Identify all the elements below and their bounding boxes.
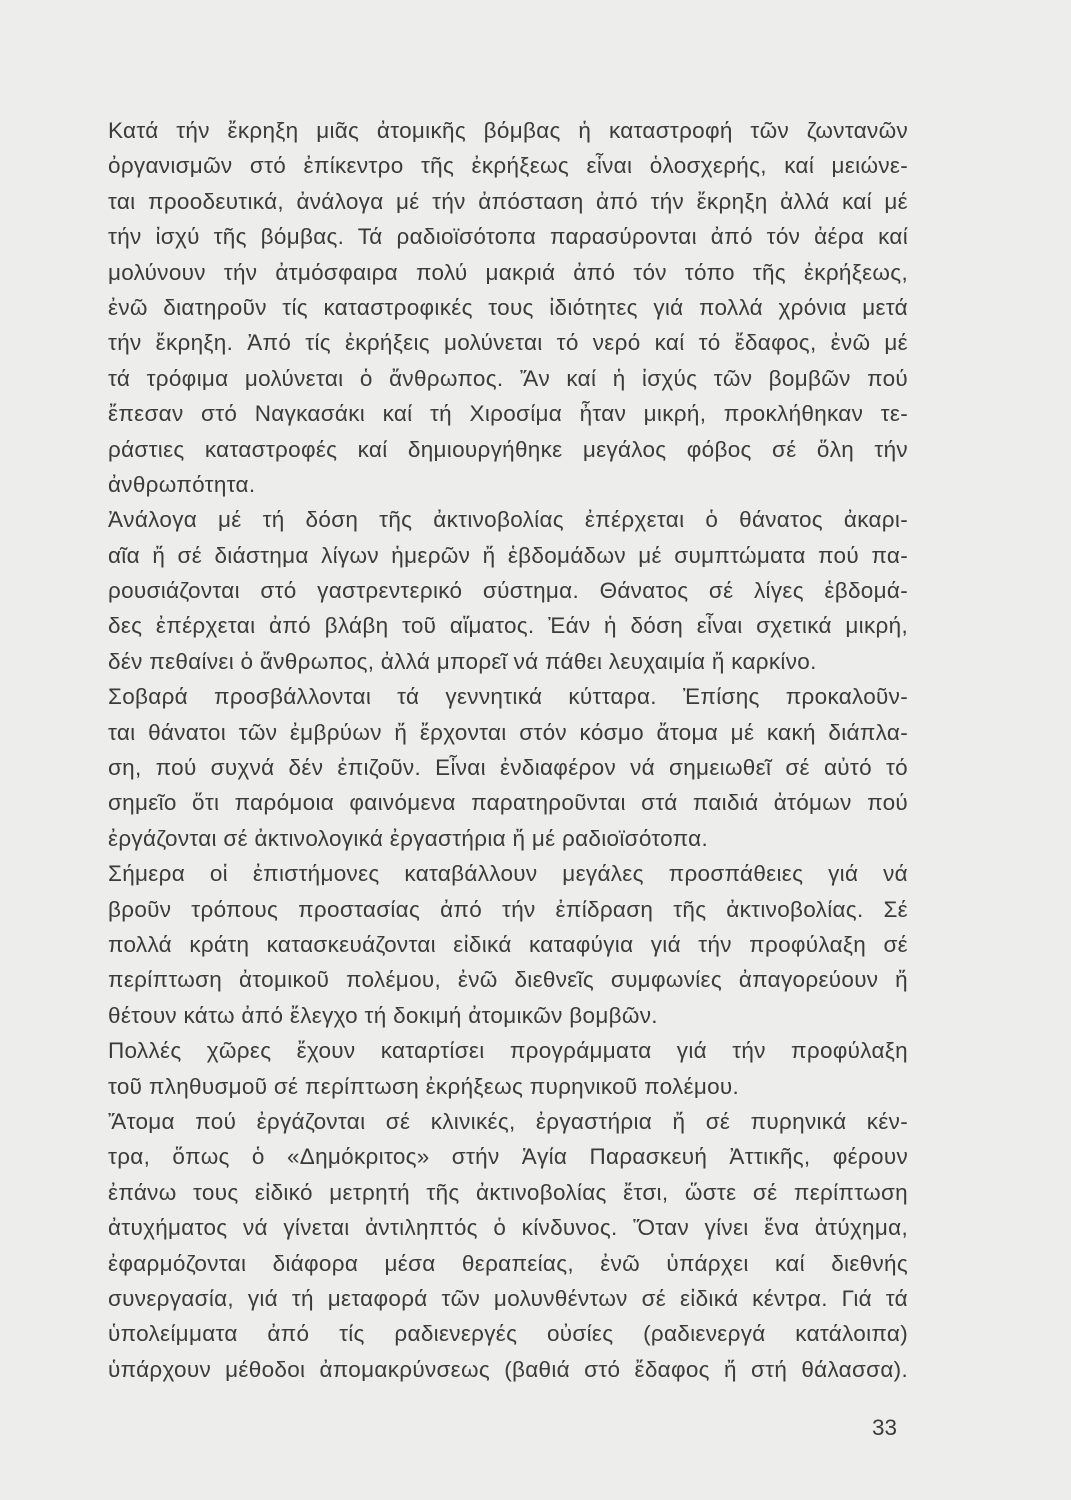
text-line: ἀτυχήματος νά γίνεται ἀντιληπτός ὁ κίνδυνος. Ὅταν γίνει ἕνα ἀτύχημα, bbox=[108, 1215, 908, 1241]
text-line: μολύνουν τήν ἀτμόσφαιρα πολύ μακριά ἀπό τόν τόπο τῆς ἐκρήξεως, bbox=[108, 259, 908, 285]
text-line: ὑπολείμματα ἀπό τίς ραδιενεργές οὐσίες (ραδιενεργά κατάλοιπα) bbox=[108, 1321, 908, 1347]
text-line: σημεῖο ὅτι παρόμοια φαινόμενα παρατηροῦνται στά παιδιά ἀτόμων πού bbox=[108, 790, 908, 816]
text-line: τά τρόφιμα μολύνεται ὁ ἄνθρωπος. Ἄν καί ἡ ἰσχύς τῶν βομβῶν πού bbox=[108, 365, 908, 391]
text-line: ρουσιάζονται στό γαστρεντερικό σύστημα. Θάνατος σέ λίγες ἑβδομά- bbox=[108, 578, 908, 604]
text-line: τήν ἔκρηξη. Ἀπό τίς ἐκρήξεις μολύνεται τό νερό καί τό ἔδαφος, ἐνῶ μέ bbox=[108, 330, 908, 356]
text-line: περίπτωση ἀτομικοῦ πολέμου, ἐνῶ διεθνεῖς συμφωνίες ἀπαγορεύουν ἤ bbox=[108, 967, 908, 993]
text-line: Πολλές χῶρες ἔχουν καταρτίσει προγράμματα γιά τήν προφύλαξη bbox=[108, 1038, 908, 1064]
text-line: ὀργανισμῶν στό ἐπίκεντρο τῆς ἐκρήξεως εἶναι ὁλοσχερής, καί μειώνε- bbox=[108, 153, 908, 179]
text-line: πολλά κράτη κατασκευάζονται εἰδικά καταφύγια γιά τήν προφύλαξη σέ bbox=[108, 931, 908, 957]
text-line: ση, πού συχνά δέν ἐπιζοῦν. Εἶναι ἐνδιαφέρον νά σημειωθεῖ σέ αὐτό τό bbox=[108, 755, 908, 781]
text-line: δέν πεθαίνει ὁ ἄνθρωπος, ἀλλά μπορεῖ νά πάθει λευχαιμία ἤ καρκίνο. bbox=[108, 648, 817, 674]
text-line: Ἄτομα πού ἐργάζονται σέ κλινικές, ἐργαστήρια ἤ σέ πυρηνικά κέν- bbox=[108, 1108, 908, 1134]
text-line: θέτουν κάτω ἀπό ἔλεγχο τή δοκιμή ἀτομικῶν βομβῶν. bbox=[108, 1002, 658, 1028]
text-line: βροῦν τρόπους προστασίας ἀπό τήν ἐπίδραση τῆς ἀκτινοβολίας. Σέ bbox=[108, 896, 908, 922]
text-line: τήν ἰσχύ τῆς βόμβας. Τά ραδιοϊσότοπα παρασύρονται ἀπό τόν ἀέρα καί bbox=[108, 224, 908, 250]
text-line: ται θάνατοι τῶν ἐμβρύων ἤ ἔρχονται στόν κόσμο ἄτομα μέ κακή διάπλα- bbox=[108, 719, 908, 745]
text-line: Ἀνάλογα μέ τή δόση τῆς ἀκτινοβολίας ἐπέρχεται ὁ θάνατος ἀκαρι- bbox=[108, 507, 908, 533]
text-line: ται προοδευτικά, ἀνάλογα μέ τήν ἀπόσταση ἀπό τήν ἔκρηξη ἀλλά καί μέ bbox=[108, 188, 908, 214]
text-line: συνεργασία, γιά τή μεταφορά τῶν μολυνθέντων σέ εἰδικά κέντρα. Γιά τά bbox=[108, 1285, 908, 1311]
text-line: ἀνθρωπότητα. bbox=[108, 471, 256, 497]
text-line: ράστιες καταστροφές καί δημιουργήθηκε μεγάλος φόβος σέ ὅλη τήν bbox=[108, 436, 908, 462]
text-line: τρα, ὅπως ὁ «Δημόκριτος» στήν Ἁγία Παρασκευή Ἀττικῆς, φέρουν bbox=[108, 1144, 908, 1170]
text-line: ἐπάνω τους εἰδικό μετρητή τῆς ἀκτινοβολίας ἔτσι, ὥστε σέ περίπτωση bbox=[108, 1179, 908, 1205]
text-line: ἐργάζονται σέ ἀκτινολογικά ἐργαστήρια ἤ μέ ραδιοϊσότοπα. bbox=[108, 825, 709, 851]
text-line: ἔπεσαν στό Ναγκασάκι καί τή Χιροσίμα ἦταν μικρή, προκλήθηκαν τε- bbox=[108, 401, 908, 427]
text-line: Κατά τήν ἔκρηξη μιᾶς ἀτομικῆς βόμβας ἡ καταστροφή τῶν ζωντανῶν bbox=[108, 118, 908, 143]
page-number: 33 bbox=[872, 1415, 898, 1440]
text-line: τοῦ πληθυσμοῦ σέ περίπτωση ἐκρήξεως πυρηνικοῦ πολέμου. bbox=[108, 1073, 740, 1099]
text-line: δες ἐπέρχεται ἀπό βλάβη τοῦ αἵματος. Ἐάν ἡ δόση εἶναι σχετικά μικρή, bbox=[108, 613, 908, 639]
body-text bbox=[108, 113, 908, 1387]
text-line: ἐνῶ διατηροῦν τίς καταστροφικές τους ἰδιότητες γιά πολλά χρόνια μετά bbox=[108, 294, 908, 320]
text-line: ἐφαρμόζονται διάφορα μέσα θεραπείας, ἐνῶ ὑπάρχει καί διεθνής bbox=[108, 1250, 908, 1276]
text-line: Σήμερα οἱ ἐπιστήμονες καταβάλλουν μεγάλες προσπάθειες γιά νά bbox=[108, 861, 908, 887]
text-line: αῖα ἤ σέ διάστημα λίγων ἡμερῶν ἤ ἑβδομάδων μέ συμπτώματα πού πα- bbox=[108, 542, 908, 568]
text-line: ὑπάρχουν μέθοδοι ἀπομακρύνσεως (βαθιά στό ἔδαφος ἤ στή θάλασσα). bbox=[108, 1356, 908, 1382]
text-line: Σοβαρά προσβάλλονται τά γεννητικά κύτταρα. Ἐπίσης προκαλοῦν- bbox=[108, 684, 908, 710]
